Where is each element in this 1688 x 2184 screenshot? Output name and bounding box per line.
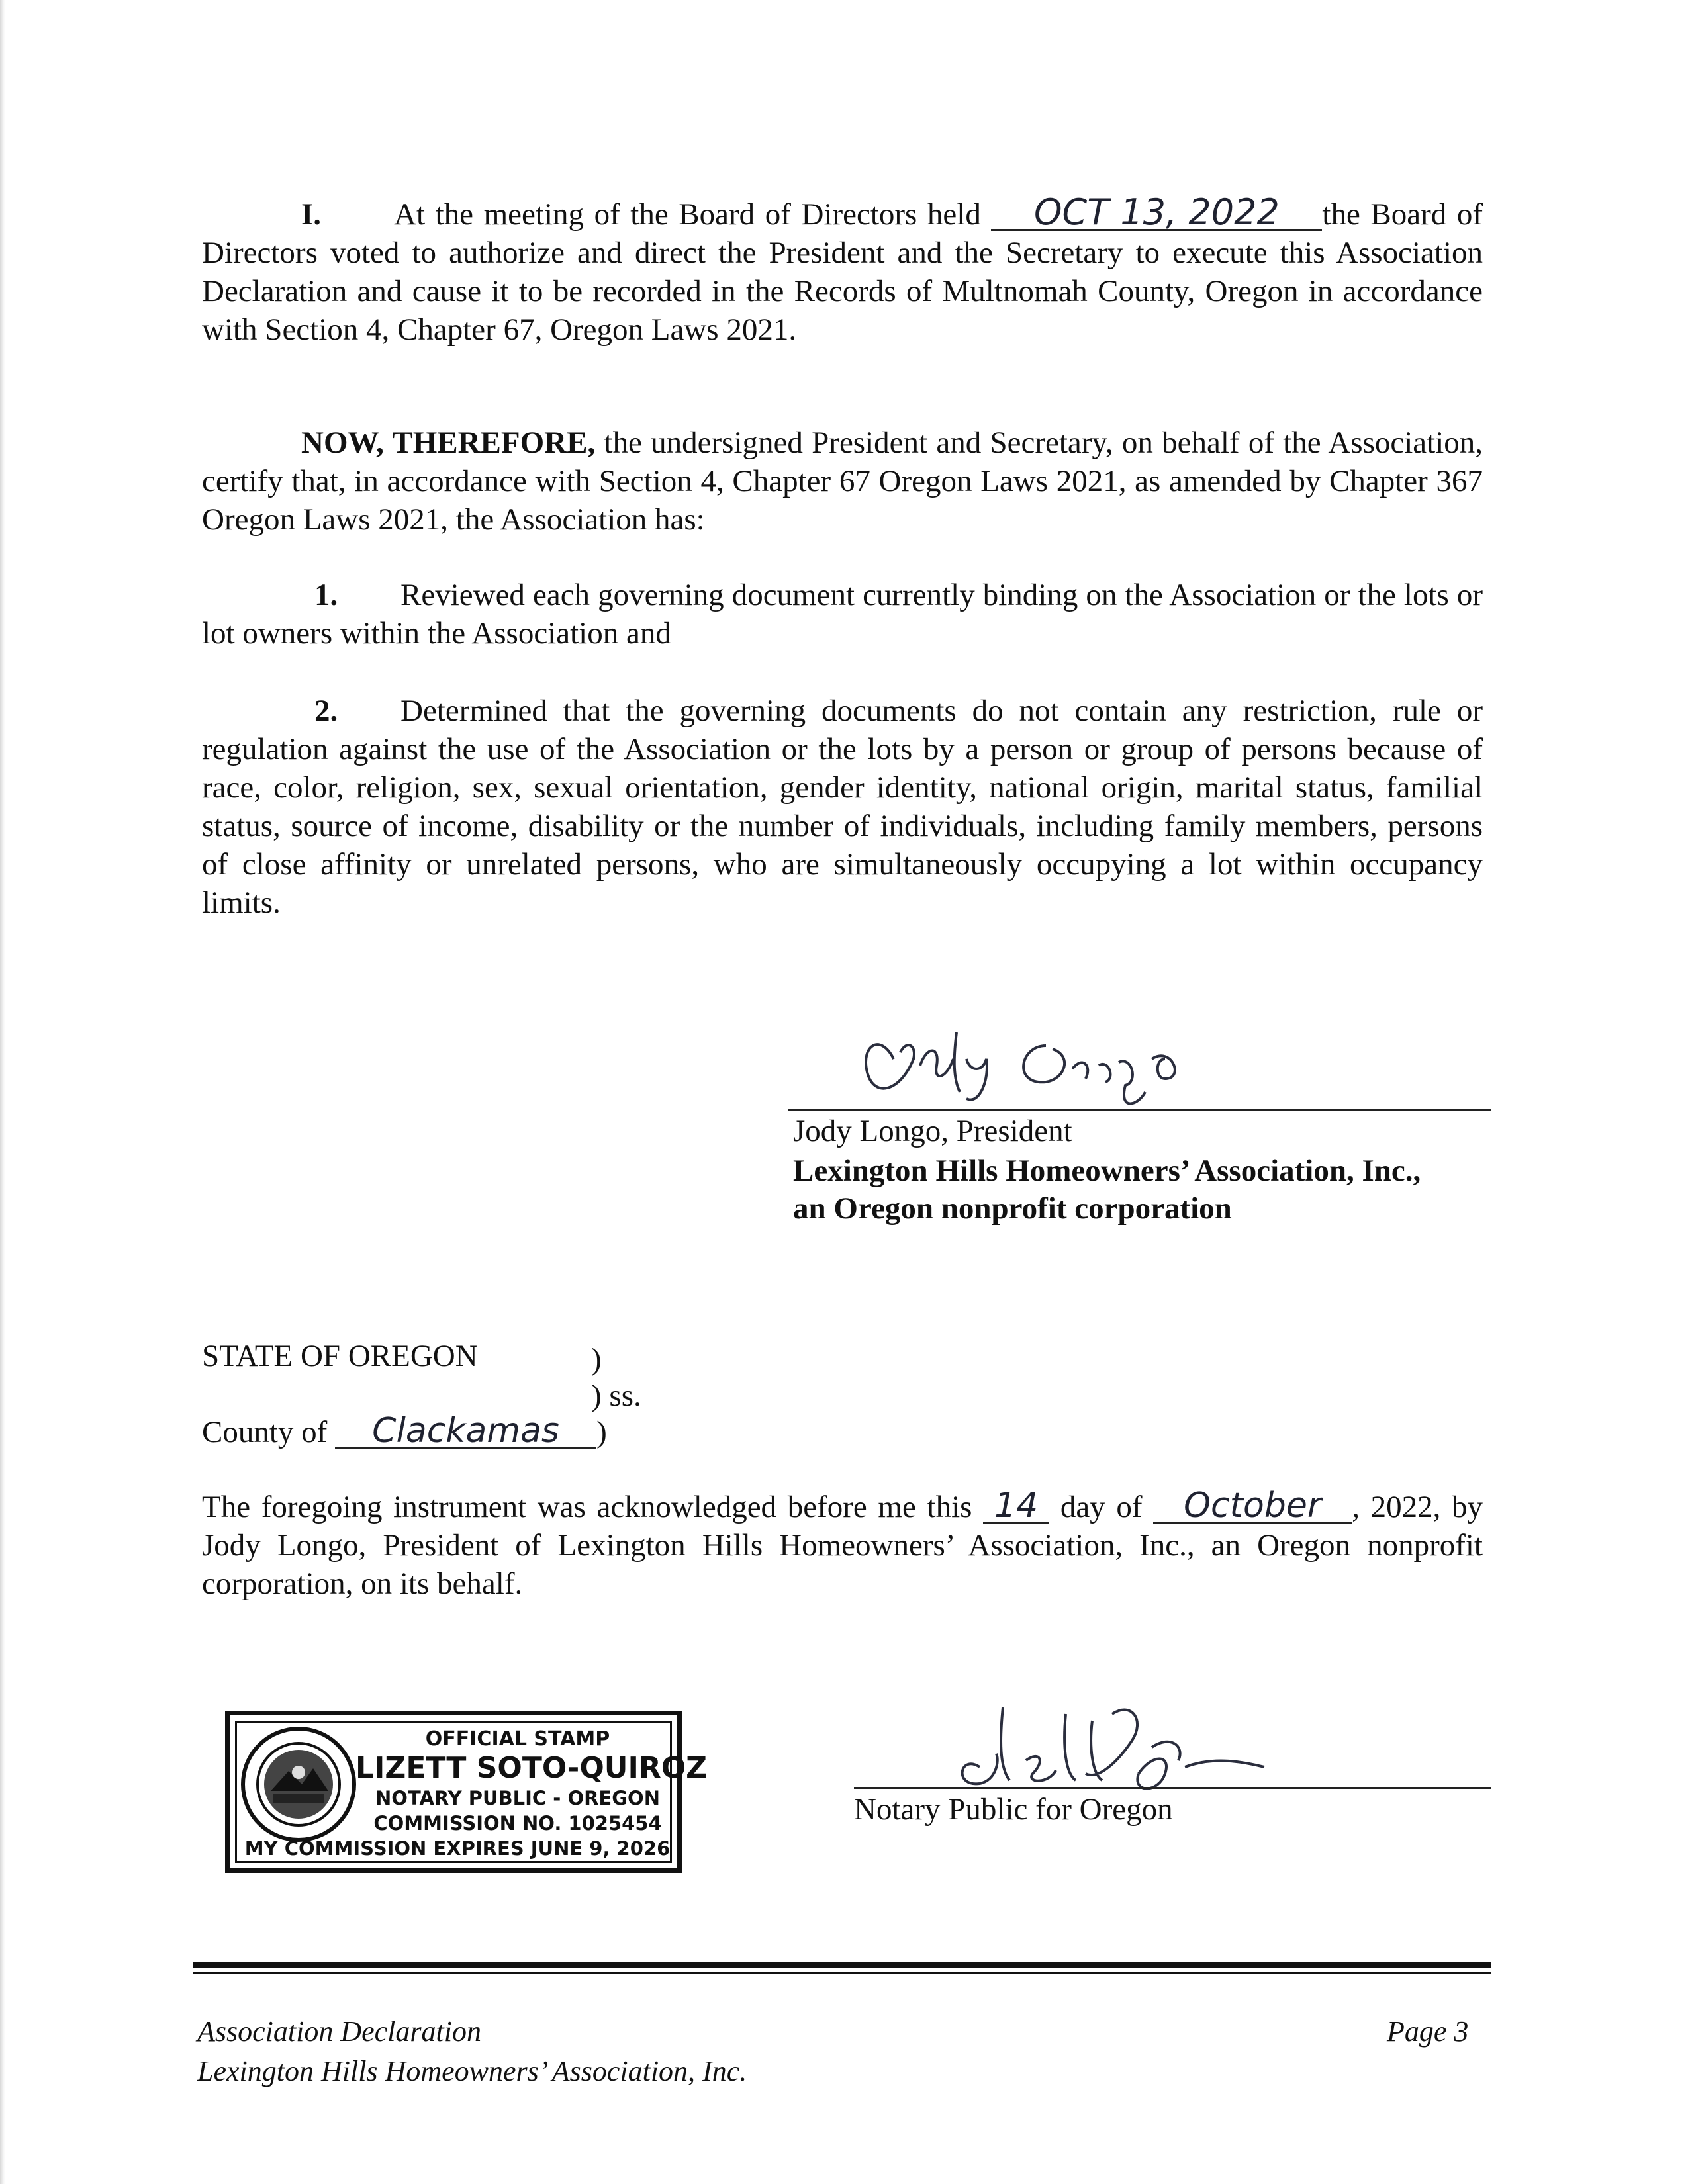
venue-county-line bbox=[202, 1413, 607, 1451]
notary-official-stamp bbox=[225, 1711, 708, 1873]
footer-rule-thick bbox=[193, 1962, 1491, 1968]
ack-part3: , 2022, by Jody Longo, President of Lexington Hills Homeowners’ Association, Inc., an Oregon nonprofit corporation, on its behalf. bbox=[202, 1490, 1483, 1601]
venue-state: STATE OF OREGON bbox=[202, 1339, 478, 1373]
item-2-label: 2. bbox=[314, 694, 338, 728]
section-i-intro: At the meeting of the Board of Directors held bbox=[394, 197, 981, 232]
footer-org-name: Lexington Hills Homeowners’ Association, Inc. bbox=[197, 2055, 747, 2087]
footer-rule-thin bbox=[193, 1972, 1491, 1974]
president-org-line1: Lexington Hills Homeowners’ Association, Inc., bbox=[793, 1154, 1421, 1188]
stamp-line-notary: NOTARY PUBLIC - OREGON bbox=[375, 1787, 660, 1809]
item-2-text: Determined that the governing documents do not contain any restriction, rule or regulation against the use of the Association or the lots by a person or group of persons because of race, color, religion, sex, sexual orientation, gender identity, national origin, marital status, familial status, source of income, disability or the number of individuals, including family members, persons of close affinity or unrelated persons, who are simultaneously occupying a lot within occupancy limits. bbox=[202, 694, 1483, 920]
notary-label: Notary Public for Oregon bbox=[854, 1792, 1173, 1827]
item-1-text: Reviewed each governing document currently binding on the Association or the lots or lot owners within the Association and bbox=[202, 578, 1483, 651]
oregon-state-seal-icon bbox=[239, 1725, 358, 1844]
footer-page-number: Page 3 bbox=[1387, 2015, 1469, 2048]
stamp-line-expires: MY COMMISSION EXPIRES JUNE 9, 2026 bbox=[244, 1837, 671, 1860]
president-name-title: Jody Longo, President bbox=[793, 1114, 1072, 1148]
section-i-body: the Board of Directors voted to authorize and direct the President and the Secretary to execute this Association Declaration and cause it to be recorded in the Records of Multnomah County, Oregon in accordance with Section 4, Chapter 67, Oregon Laws 2021. bbox=[202, 197, 1483, 347]
notary-signature-line bbox=[854, 1787, 1491, 1789]
venue-paren-1: ) bbox=[591, 1342, 602, 1377]
item-1-paragraph bbox=[202, 576, 1483, 653]
item-1-label: 1. bbox=[314, 578, 338, 612]
county-label: County of bbox=[202, 1415, 328, 1449]
stamp-line-official: OFFICIAL STAMP bbox=[425, 1727, 610, 1751]
ack-part1: The foregoing instrument was acknowledged before me this bbox=[202, 1490, 972, 1524]
venue-paren-3: ) bbox=[596, 1415, 607, 1449]
acknowledgment-paragraph bbox=[202, 1488, 1483, 1603]
president-signature-line bbox=[788, 1109, 1491, 1111]
ack-part2: day of bbox=[1060, 1490, 1143, 1524]
president-signature bbox=[854, 1019, 1225, 1112]
stamp-line-commission: COMMISSION NO. 1025454 bbox=[373, 1812, 662, 1835]
president-signature-text: Jody Longo bbox=[854, 1019, 857, 1020]
scan-edge bbox=[0, 0, 5, 2184]
ack-month-handwritten: October bbox=[1153, 1489, 1352, 1524]
section-i-paragraph bbox=[202, 191, 1483, 349]
section-i-label: I. bbox=[301, 197, 322, 232]
now-therefore-text: the undersigned President and Secretary, on behalf of the Association, certify that, in accordance with Section 4, Chapter 67 Oregon Laws 2021, as amended by Chapter 367 Oregon Laws 2021, the Association has: bbox=[202, 426, 1483, 537]
now-therefore-lead: NOW, THEREFORE, bbox=[301, 426, 596, 460]
venue-paren-ss: ) ss. bbox=[591, 1379, 641, 1413]
item-2-paragraph bbox=[202, 692, 1483, 922]
county-handwritten: Clackamas bbox=[335, 1414, 596, 1449]
president-org-line2: an Oregon nonprofit corporation bbox=[793, 1191, 1232, 1226]
footer-doc-title: Association Declaration bbox=[197, 2015, 481, 2048]
ack-day-handwritten: 14 bbox=[983, 1489, 1049, 1524]
stamp-line-name: LIZETT SOTO-QUIROZ bbox=[355, 1751, 708, 1785]
meeting-date-handwritten: OCT 13, 2022 bbox=[991, 196, 1322, 231]
now-therefore-paragraph bbox=[202, 424, 1483, 539]
